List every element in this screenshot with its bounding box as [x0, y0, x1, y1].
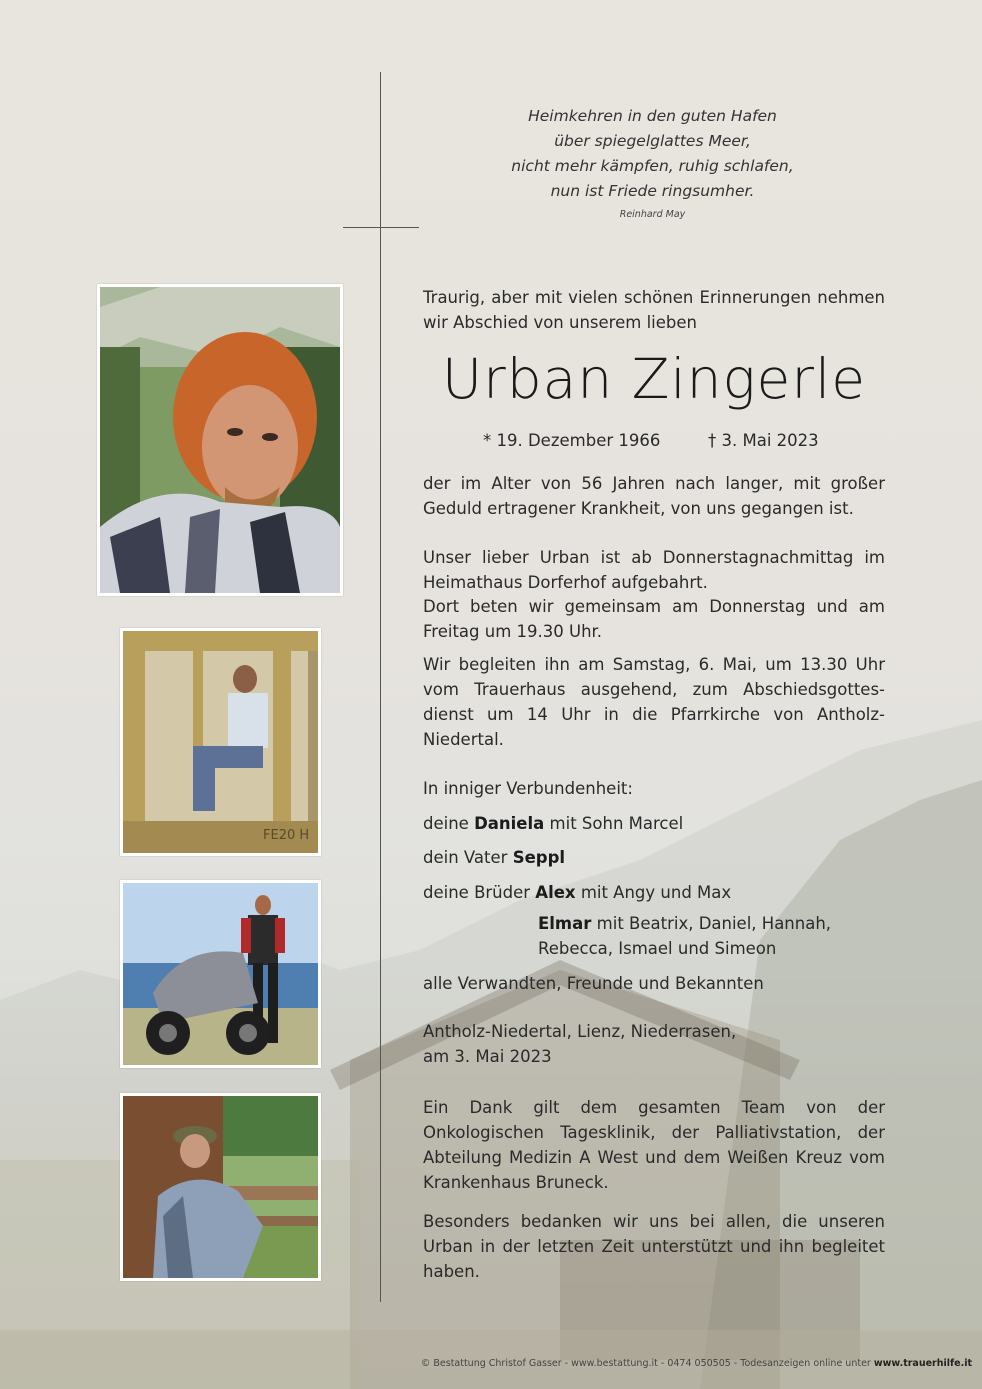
place-line2: am 3. Mai 2023	[423, 1047, 552, 1066]
poem-line: über spiegelglattes Meer,	[554, 132, 751, 150]
prayer-text: Dort beten wir gemeinsam am Donnerstag und am Freitag um 19.30 Uhr.	[423, 597, 885, 641]
family-brother2-line2: Rebecca, Ismael und Simeon	[538, 939, 777, 958]
poem	[470, 104, 835, 204]
poem-line: nun ist Friede ringsumher.	[550, 182, 755, 200]
excavator-photo	[120, 628, 321, 856]
portrait-photo	[97, 284, 343, 596]
poem-line: Heimkehren in den guten Hafen	[528, 107, 777, 125]
place-line1: Antholz-Niedertal, Lienz, Niederrasen,	[423, 1022, 737, 1041]
family-brothers-prefix: deine Brüder	[423, 883, 531, 902]
poem-author: Reinhard May	[619, 209, 686, 220]
family-others: alle Verwandten, Freunde und Bekannten	[423, 974, 764, 993]
family-brother2-suffix: mit Beatrix, Daniel, Hannah,	[596, 914, 832, 933]
deceased-name: Urban Zingerle	[441, 347, 867, 411]
family-brother1-name: Alex	[535, 883, 576, 902]
family-brother2-name: Elmar	[538, 914, 592, 933]
family-wife-prefix: deine	[423, 814, 469, 833]
family-brothers-line	[423, 880, 731, 905]
family-brother1-suffix: mit Angy und Max	[580, 883, 732, 902]
poem-line: nicht mehr kämpfen, ruhig schlafen,	[511, 157, 794, 175]
family-father-prefix: dein Vater	[423, 848, 508, 867]
thanks-text: Ein Dank gilt dem gesamten Team von der Onkologischen Tagesklinik, der Palliativstation, der Abteilung Medizin A West und dem Weißen Kreuz vom Krankenhaus Bruneck.	[423, 1098, 885, 1192]
family-brother2-line	[538, 911, 831, 936]
vehicle-label: FE20 H	[263, 828, 310, 843]
family-wife-name: Daniela	[474, 814, 545, 833]
outdoor-portrait-photo	[120, 1093, 321, 1281]
family-wife-line	[423, 811, 683, 836]
cross-horizontal-line	[343, 227, 419, 228]
footer-text: © Bestattung Christof Gasser - www.bestattung.it - 0474 050505 - Todesanzeigen online unter	[420, 1358, 871, 1369]
age-text: der im Alter von 56 Jahren nach langer, mit großer Geduld ertragener Krankheit, von uns gegangen ist.	[423, 474, 885, 518]
intro-text: Traurig, aber mit vielen schönen Erinnerungen nehmen wir Abschied von unserem lieben	[423, 288, 885, 332]
funeral-text: Wir begleiten ihn am Samstag, 6. Mai, um 13.30 Uhr vom Trauerhaus ausgehend, zum Abschiedsgottes-dienst um 14 Uhr in die Pfarrkirche von Antholz-Niedertal.	[423, 655, 885, 749]
family-father-line	[423, 845, 565, 870]
footer-link[interactable]: www.trauerhilfe.it	[873, 1358, 972, 1369]
family-father-name: Seppl	[512, 848, 566, 867]
family-intro: In inniger Verbundenheit:	[423, 779, 633, 798]
viewing-text: Unser lieber Urban ist ab Donnerstagnachmittag im Heimathaus Dorferhof aufgebahrt.	[423, 548, 885, 592]
cross-vertical-line	[380, 72, 381, 1302]
birth-date: * 19. Dezember 1966	[483, 431, 661, 450]
motorcycle-photo	[120, 880, 321, 1068]
footer	[421, 1358, 972, 1369]
death-date: † 3. Mai 2023	[708, 431, 819, 450]
family-wife-suffix: mit Sohn Marcel	[549, 814, 684, 833]
special-thanks-text: Besonders bedanken wir uns bei allen, die unseren Urban in der letzten Zeit unterstützt und ihn begleitet haben.	[423, 1212, 885, 1281]
